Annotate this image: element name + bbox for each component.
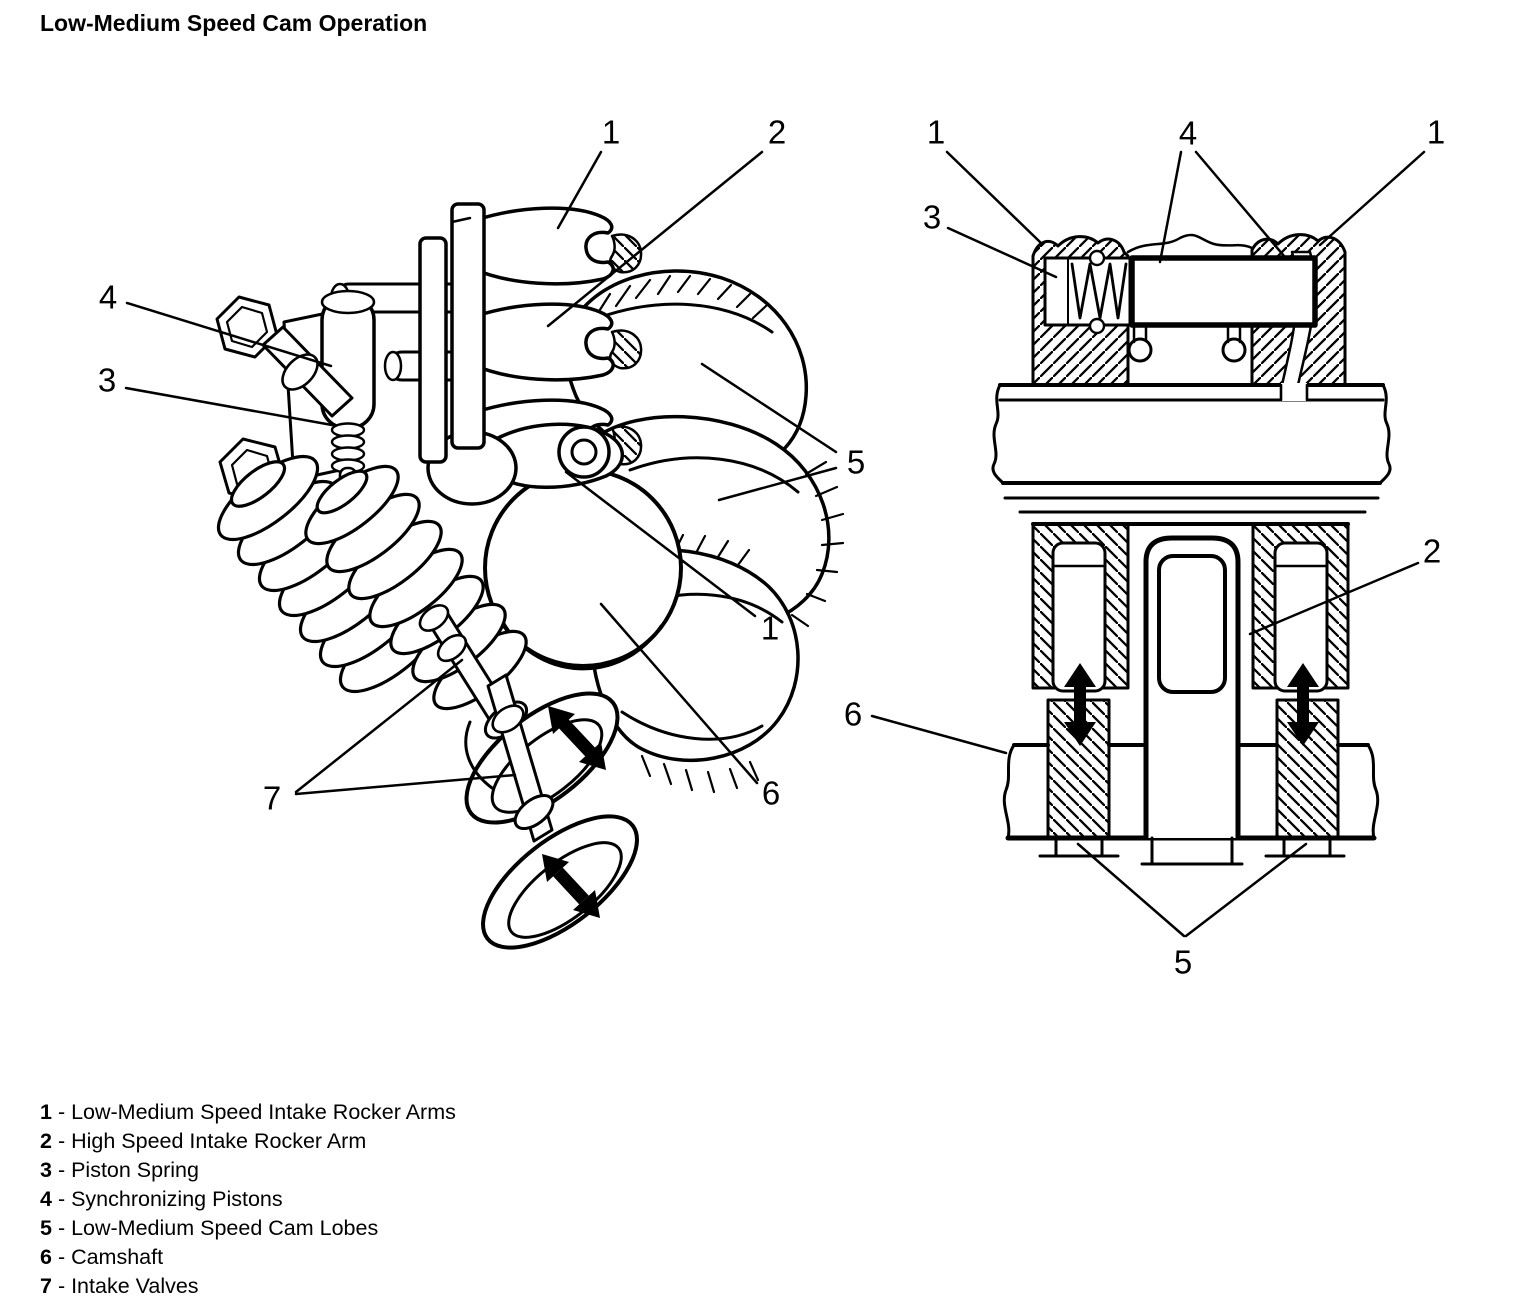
callout-5-left: 5 (846, 443, 866, 481)
callout-3-left: 3 (97, 361, 117, 399)
legend-item-number: 3 (40, 1158, 52, 1182)
piston-spring-box (1045, 251, 1130, 333)
right-diagram (872, 152, 1424, 936)
callout-3-right: 3 (922, 198, 942, 236)
callout-1-left: 1 (760, 609, 780, 647)
callout-2-right: 2 (1422, 532, 1442, 570)
callout-7-left: 7 (262, 779, 282, 817)
callout-6-left: 6 (761, 774, 781, 812)
rocker-shaft-band (993, 383, 1390, 512)
legend-item-6: 6 - Camshaft (40, 1245, 164, 1269)
left-diagram (126, 152, 843, 972)
legend-item-number: 6 (40, 1245, 52, 1269)
callout-6-right: 6 (843, 695, 863, 733)
legend-item-label: Intake Valves (71, 1274, 199, 1298)
rocker-arm-assembly (284, 204, 641, 508)
legend-item-label: Low-Medium Speed Intake Rocker Arms (71, 1100, 456, 1124)
legend-item-label: Low-Medium Speed Cam Lobes (71, 1216, 379, 1240)
legend-item-label: Synchronizing Pistons (71, 1187, 283, 1211)
callout-1-right: 1 (1426, 113, 1446, 151)
legend-item-7: 7 - Intake Valves (40, 1274, 199, 1298)
callout-4-left: 4 (98, 278, 118, 316)
legend-item-label: Piston Spring (71, 1158, 199, 1182)
legend-list (40, 1098, 456, 1301)
legend-item-number: 2 (40, 1129, 52, 1153)
legend-item-5: 5 - Low-Medium Speed Cam Lobes (40, 1216, 379, 1240)
callout-1-left: 1 (601, 113, 621, 151)
callout-4-right: 4 (1178, 114, 1198, 152)
legend (40, 1098, 456, 1301)
legend-item-number: 1 (40, 1100, 52, 1124)
page-title: Low-Medium Speed Cam Operation (40, 10, 428, 36)
legend-item-1: 1 - Low-Medium Speed Intake Rocker Arms (40, 1100, 456, 1124)
legend-item-label: High Speed Intake Rocker Arm (71, 1129, 367, 1153)
legend-item-4: 4 - Synchronizing Pistons (40, 1187, 283, 1211)
callout-2-left: 2 (767, 113, 787, 151)
legend-item-3: 3 - Piston Spring (40, 1158, 199, 1182)
legend-item-label: Camshaft (71, 1245, 164, 1269)
legend-item-number: 5 (40, 1216, 52, 1240)
high-speed-rocker-arm-section (1146, 538, 1238, 838)
legend-item-number: 4 (40, 1187, 52, 1211)
legend-item-2: 2 - High Speed Intake Rocker Arm (40, 1129, 367, 1153)
callout-1-right: 1 (926, 113, 946, 151)
callout-5-right: 5 (1173, 943, 1193, 981)
legend-item-number: 7 (40, 1274, 52, 1298)
